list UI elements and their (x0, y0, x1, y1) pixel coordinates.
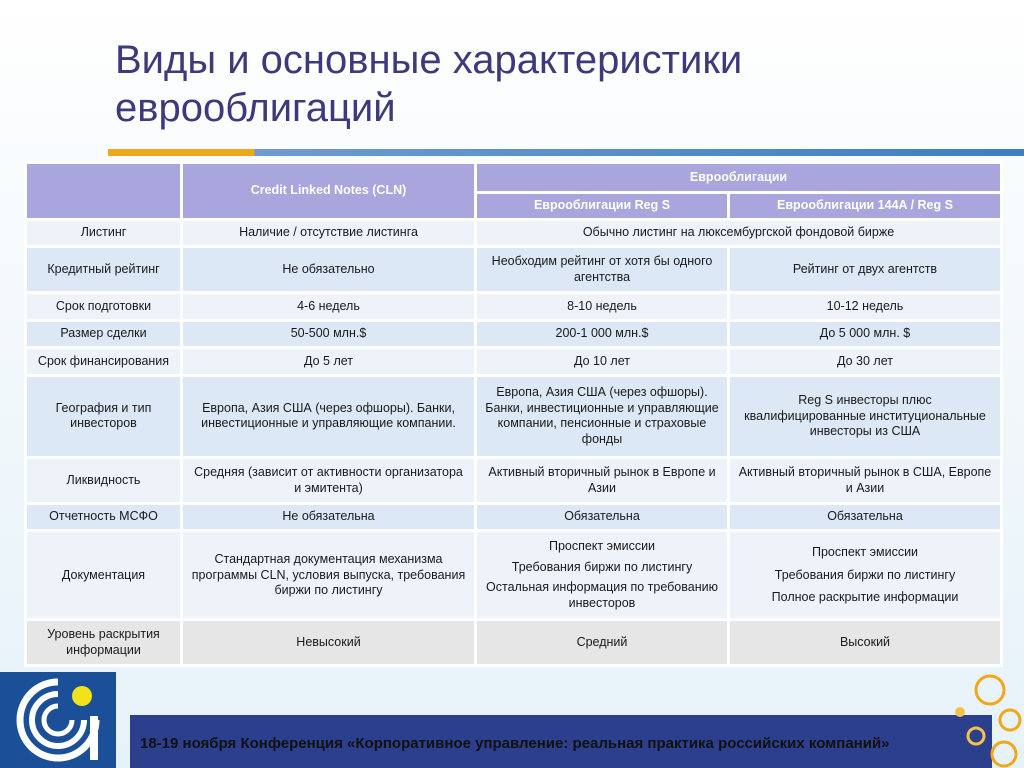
cell-144a: До 5 000 млн. $ (730, 322, 1000, 346)
row-label: Уровень раскрытия информации (27, 621, 180, 664)
cell-cln: Невысокий (183, 621, 474, 664)
table-row (27, 532, 1000, 618)
cell-eurobonds-merged: Обычно листинг на люксембургской фондовой бирже (477, 221, 1000, 245)
doc-item: Полное раскрытие информации (771, 590, 959, 605)
cell-reg-s: 8-10 недель (477, 294, 727, 318)
cell-reg-s: До 10 лет (477, 349, 727, 373)
table-row (27, 349, 1000, 373)
eurobond-comparison-table (24, 161, 1003, 667)
doc-item: Требования биржи по листингу (511, 559, 693, 574)
table-row (27, 221, 1000, 245)
table-row (27, 322, 1000, 346)
cell-144a: До 30 лет (730, 349, 1000, 373)
cell-cln: Не обязательна (183, 505, 474, 529)
cell-144a: 10-12 недель (730, 294, 1000, 318)
cell-144a: Высокий (730, 621, 1000, 664)
cell-reg-s: Необходим рейтинг от хотя бы одного агентства (477, 248, 727, 291)
row-label: Отчетность МСФО (27, 505, 180, 529)
row-label: Размер сделки (27, 322, 180, 346)
table-corner-cell (27, 164, 180, 218)
cell-reg-s: Европа, Азия США (через офшоры). Банки, инвестиционные и управляющие компании, пенсионные и страховые фонды (477, 377, 727, 457)
cell-144a: Обязательна (730, 505, 1000, 529)
row-label: Ликвидность (27, 459, 180, 502)
row-label: Срок подготовки (27, 294, 180, 318)
cell-144a: Рейтинг от двух агентств (730, 248, 1000, 291)
table-row (27, 459, 1000, 502)
cell-cln: До 5 лет (183, 349, 474, 373)
cell-cln: Европа, Азия США (через офшоры). Банки, инвестиционные и управляющие компании. (183, 377, 474, 457)
cell-cln: Наличие / отсутствие листинга (183, 221, 474, 245)
cell-reg-s: Активный вторичный рынок в Европе и Азии (477, 459, 727, 502)
row-label: География и тип инвесторов (27, 377, 180, 457)
cell-reg-s: Средний (477, 621, 727, 664)
header-reg-s: Еврооблигации Reg S (477, 194, 727, 218)
row-label: Листинг (27, 221, 180, 245)
title-underline (108, 149, 1024, 156)
circles-decoration-icon (940, 650, 1024, 768)
cell-144a: Reg S инвесторы плюс квалифицированные институциональные инвесторы из США (730, 377, 1000, 457)
doc-item: Требования биржи по листингу (774, 567, 956, 582)
cell-144a: Активный вторичный рынок в США, Европе и Азии (730, 459, 1000, 502)
cell-cln: Средняя (зависит от активности организатора и эмитента) (183, 459, 474, 502)
row-label: Кредитный рейтинг (27, 248, 180, 291)
cell-reg-s: Обязательна (477, 505, 727, 529)
table-row (27, 621, 1000, 664)
row-label: Документация (27, 532, 180, 618)
cell-reg-s (477, 532, 727, 618)
footer-text: 18-19 ноября Конференция «Корпоративное управление: реальная практика российских компаний» (140, 735, 890, 752)
cell-cln: 4-6 недель (183, 294, 474, 318)
table-row (27, 377, 1000, 457)
doc-item: Проспект эмиссии (811, 545, 919, 560)
header-cln: Credit Linked Notes (CLN) (183, 164, 474, 218)
table-row (27, 505, 1000, 529)
table-row (27, 294, 1000, 318)
title-line-2: еврооблигаций (115, 86, 396, 130)
row-label: Срок финансирования (27, 349, 180, 373)
doc-item: Проспект эмиссии (548, 539, 656, 554)
spiral-logo-icon (4, 676, 112, 764)
doc-item: Остальная информация по требованию инвесторов (486, 580, 718, 610)
cell-144a (730, 532, 1000, 618)
header-144a-reg-s: Еврооблигации 144A / Reg S (730, 194, 1000, 218)
table-row (27, 248, 1000, 291)
header-eurobonds: Еврооблигации (477, 164, 1000, 191)
cell-cln: Не обязательно (183, 248, 474, 291)
slide-title (115, 36, 975, 132)
title-line-1: Виды и основные характеристики (115, 38, 743, 82)
cell-reg-s: 200-1 000 млн.$ (477, 322, 727, 346)
cell-cln: 50-500 млн.$ (183, 322, 474, 346)
cell-cln: Стандартная документация механизма программы CLN, условия выпуска, требования биржи по листингу (183, 532, 474, 618)
